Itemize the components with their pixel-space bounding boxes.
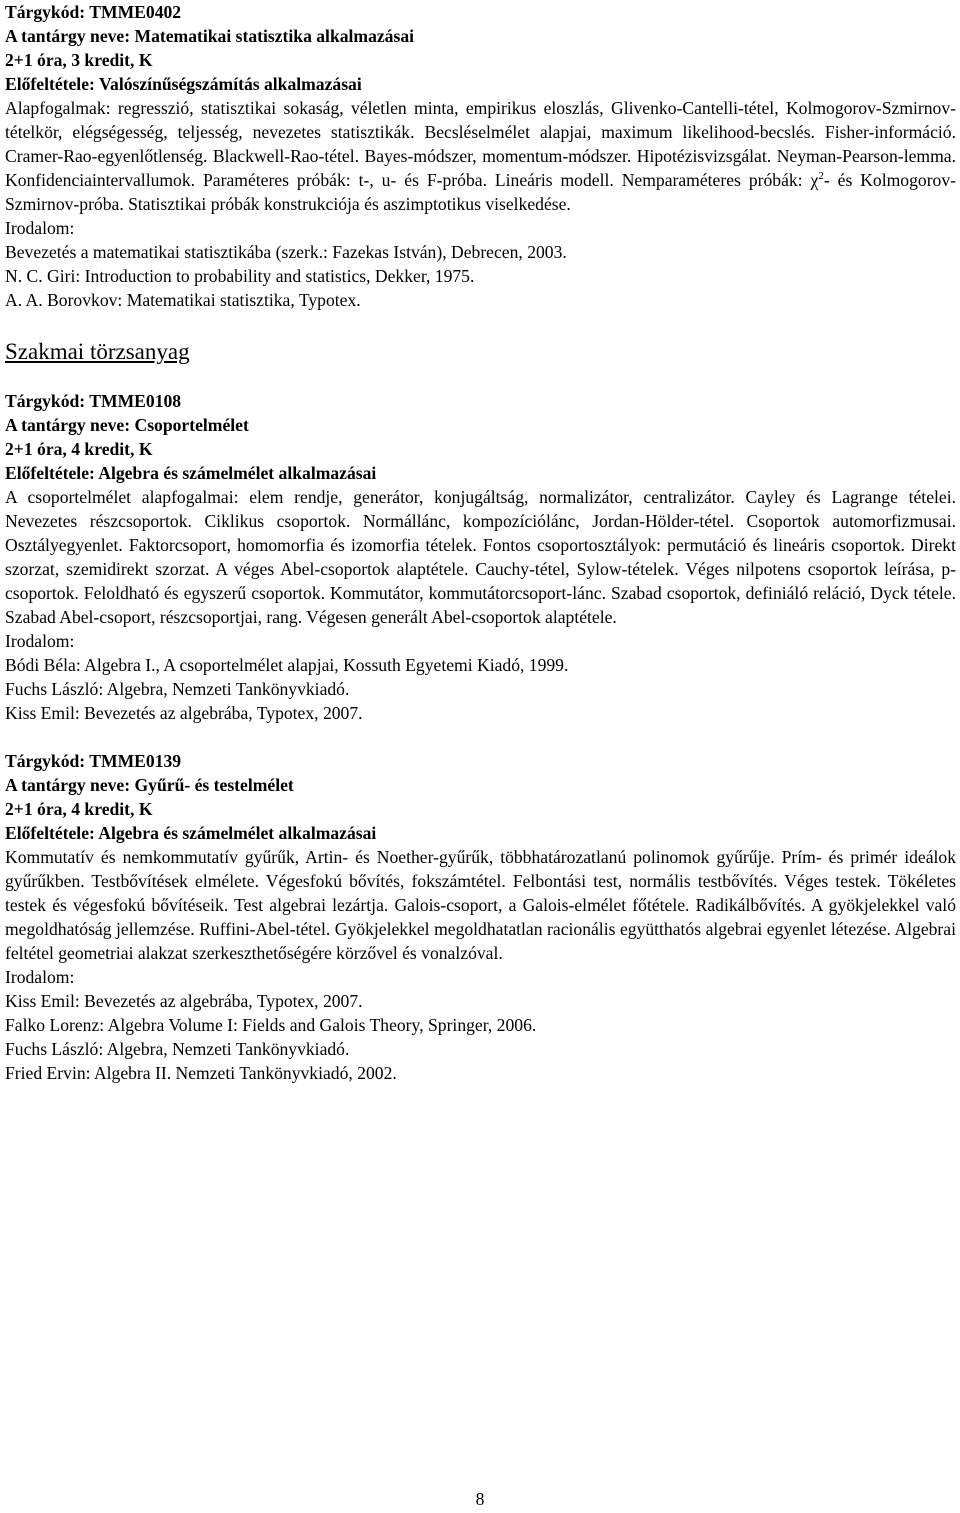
course-hours: 2+1 óra, 4 kredit, K [5,439,153,459]
references-label: Irodalom: [5,631,75,651]
page-number: 8 [475,1489,485,1509]
course-hours: 2+1 óra, 4 kredit, K [5,799,153,819]
course-prereq: Előfeltétele: Valószínűségszámítás alkalmazásai [5,74,362,94]
course-prereq: Előfeltétele: Algebra és számelmélet alkalmazásai [5,823,377,843]
course-tmme0108 [5,389,956,725]
course-name: A tantárgy neve: Gyűrű- és testelmélet [5,775,294,795]
reference-item: Fuchs László: Algebra, Nemzeti Tankönyvkiadó. [5,1039,350,1059]
course-description: A csoportelmélet alapfogalmai: elem rendje, generátor, konjugáltság, normalizátor, centralizátor. Cayley és Lagrange tételei. Nevezetes részcsoportok. Ciklikus csoportok. Normállánc, kompozíciólánc, Jordan-Hölder-tétel. Csoportok automorfizmusai. Osztályegyenlet. Faktorcsoport, homomorfia és izomorfia tételek. Fontos csoportosztályok: permutáció és lineáris csoportok. Direkt szorzat, szemidirekt szorzat. A véges Abel-csoportok alaptétele. Cauchy-tétel, Sylow-tételek. Véges nilpotens csoportok leírása, p-csoportok. Feloldható és egyszerű csoportok. Kommutátor, kommutátorcsoport-lánc. Szabad csoportok, definiáló reláció, Dyck tétele. Szabad Abel-csoport, részcsoportjai, rang. Végesen generált Abel-csoportok alaptétele. [5,487,956,627]
reference-item: A. A. Borovkov: Matematikai statisztika, Typotex. [5,290,361,310]
document-page [5,0,956,1085]
course-description: Kommutatív és nemkommutatív gyűrűk, Artin- és Noether-gyűrűk, többhatározatlanú polinomok gyűrűje. Prím- és primér ideálok gyűrűkben. Testbővítések elmélete. Végesfokú bővítés, fokszámtétel. Felbontási test, normális testbővítés. Véges testek. Tökéletes testek és végesfokú bővítéseik. Test algebrai lezártja. Galois-csoport, a Galois-elmélet főtétele. Radikálbővítés. A gyökjelekkel való megoldhatóság jellemzése. Ruffini-Abel-tétel. Gyökjelekkel megoldhatatlan racionális együtthatós algebrai egyenlet létezése. Algebrai feltétel geometriai alakzat szerkeszthetőségére körzővel és vonalzóval. [5,847,956,963]
chi-square-superscript: 2 [818,170,824,183]
reference-item: Kiss Emil: Bevezetés az algebrába, Typotex, 2007. [5,703,363,723]
course-name: A tantárgy neve: Csoportelmélet [5,415,249,435]
course-tmme0139 [5,749,956,1085]
description-text-part1: Alapfogalmak: regresszió, statisztikai sokaság, véletlen minta, empirikus eloszlás, Glivenko-Cantelli-tétel, Kolmogorov-Szmirnov-tételkör, elégségesség, teljesség, nevezetes statisztikák. Becsléselmélet alapjai, maximum likelihood-becslés. Fisher-információ. Cramer-Rao-egyenlőtlenség. Blackwell-Rao-tétel. Bayes-módszer, momentum-módszer. Hipotézisvizsgálat. Neyman-Pearson-lemma. Konfidenciaintervallumok. Paraméteres próbák: t-, u- és F-próba. Lineáris modell. Nemparaméteres próbák: χ [5,98,956,190]
spacer [5,725,956,749]
course-hours: 2+1 óra, 3 kredit, K [5,50,153,70]
course-code: Tárgykód: TMME0139 [5,751,182,771]
course-code: Tárgykód: TMME0402 [5,2,182,22]
course-name: A tantárgy neve: Matematikai statisztika alkalmazásai [5,26,415,46]
reference-item: Fuchs László: Algebra, Nemzeti Tankönyvkiadó. [5,679,350,699]
reference-item: Kiss Emil: Bevezetés az algebrába, Typotex, 2007. [5,991,363,1011]
course-prereq: Előfeltétele: Algebra és számelmélet alkalmazásai [5,463,377,483]
reference-item: Falko Lorenz: Algebra Volume I: Fields and Galois Theory, Springer, 2006. [5,1015,537,1035]
section-title: Szakmai törzsanyag [5,339,190,364]
reference-item: N. C. Giri: Introduction to probability and statistics, Dekker, 1975. [5,266,475,286]
references-label: Irodalom: [5,967,75,987]
reference-item: Bódi Béla: Algebra I., A csoportelmélet alapjai, Kossuth Egyetemi Kiadó, 1999. [5,655,569,675]
references-label: Irodalom: [5,218,75,238]
reference-item: Bevezetés a matematikai statisztikába (szerk.: Fazekas István), Debrecen, 2003. [5,242,567,262]
description-text-part2: - és Kolmogorov-Szmirnov-próba. Statisztikai próbák konstrukciója és aszimptotikus viselkedése. [5,170,957,214]
reference-item: Fried Ervin: Algebra II. Nemzeti Tankönyvkiadó, 2002. [5,1063,397,1083]
course-code: Tárgykód: TMME0108 [5,391,182,411]
course-tmme0402 [5,0,956,312]
course-description [5,96,956,216]
